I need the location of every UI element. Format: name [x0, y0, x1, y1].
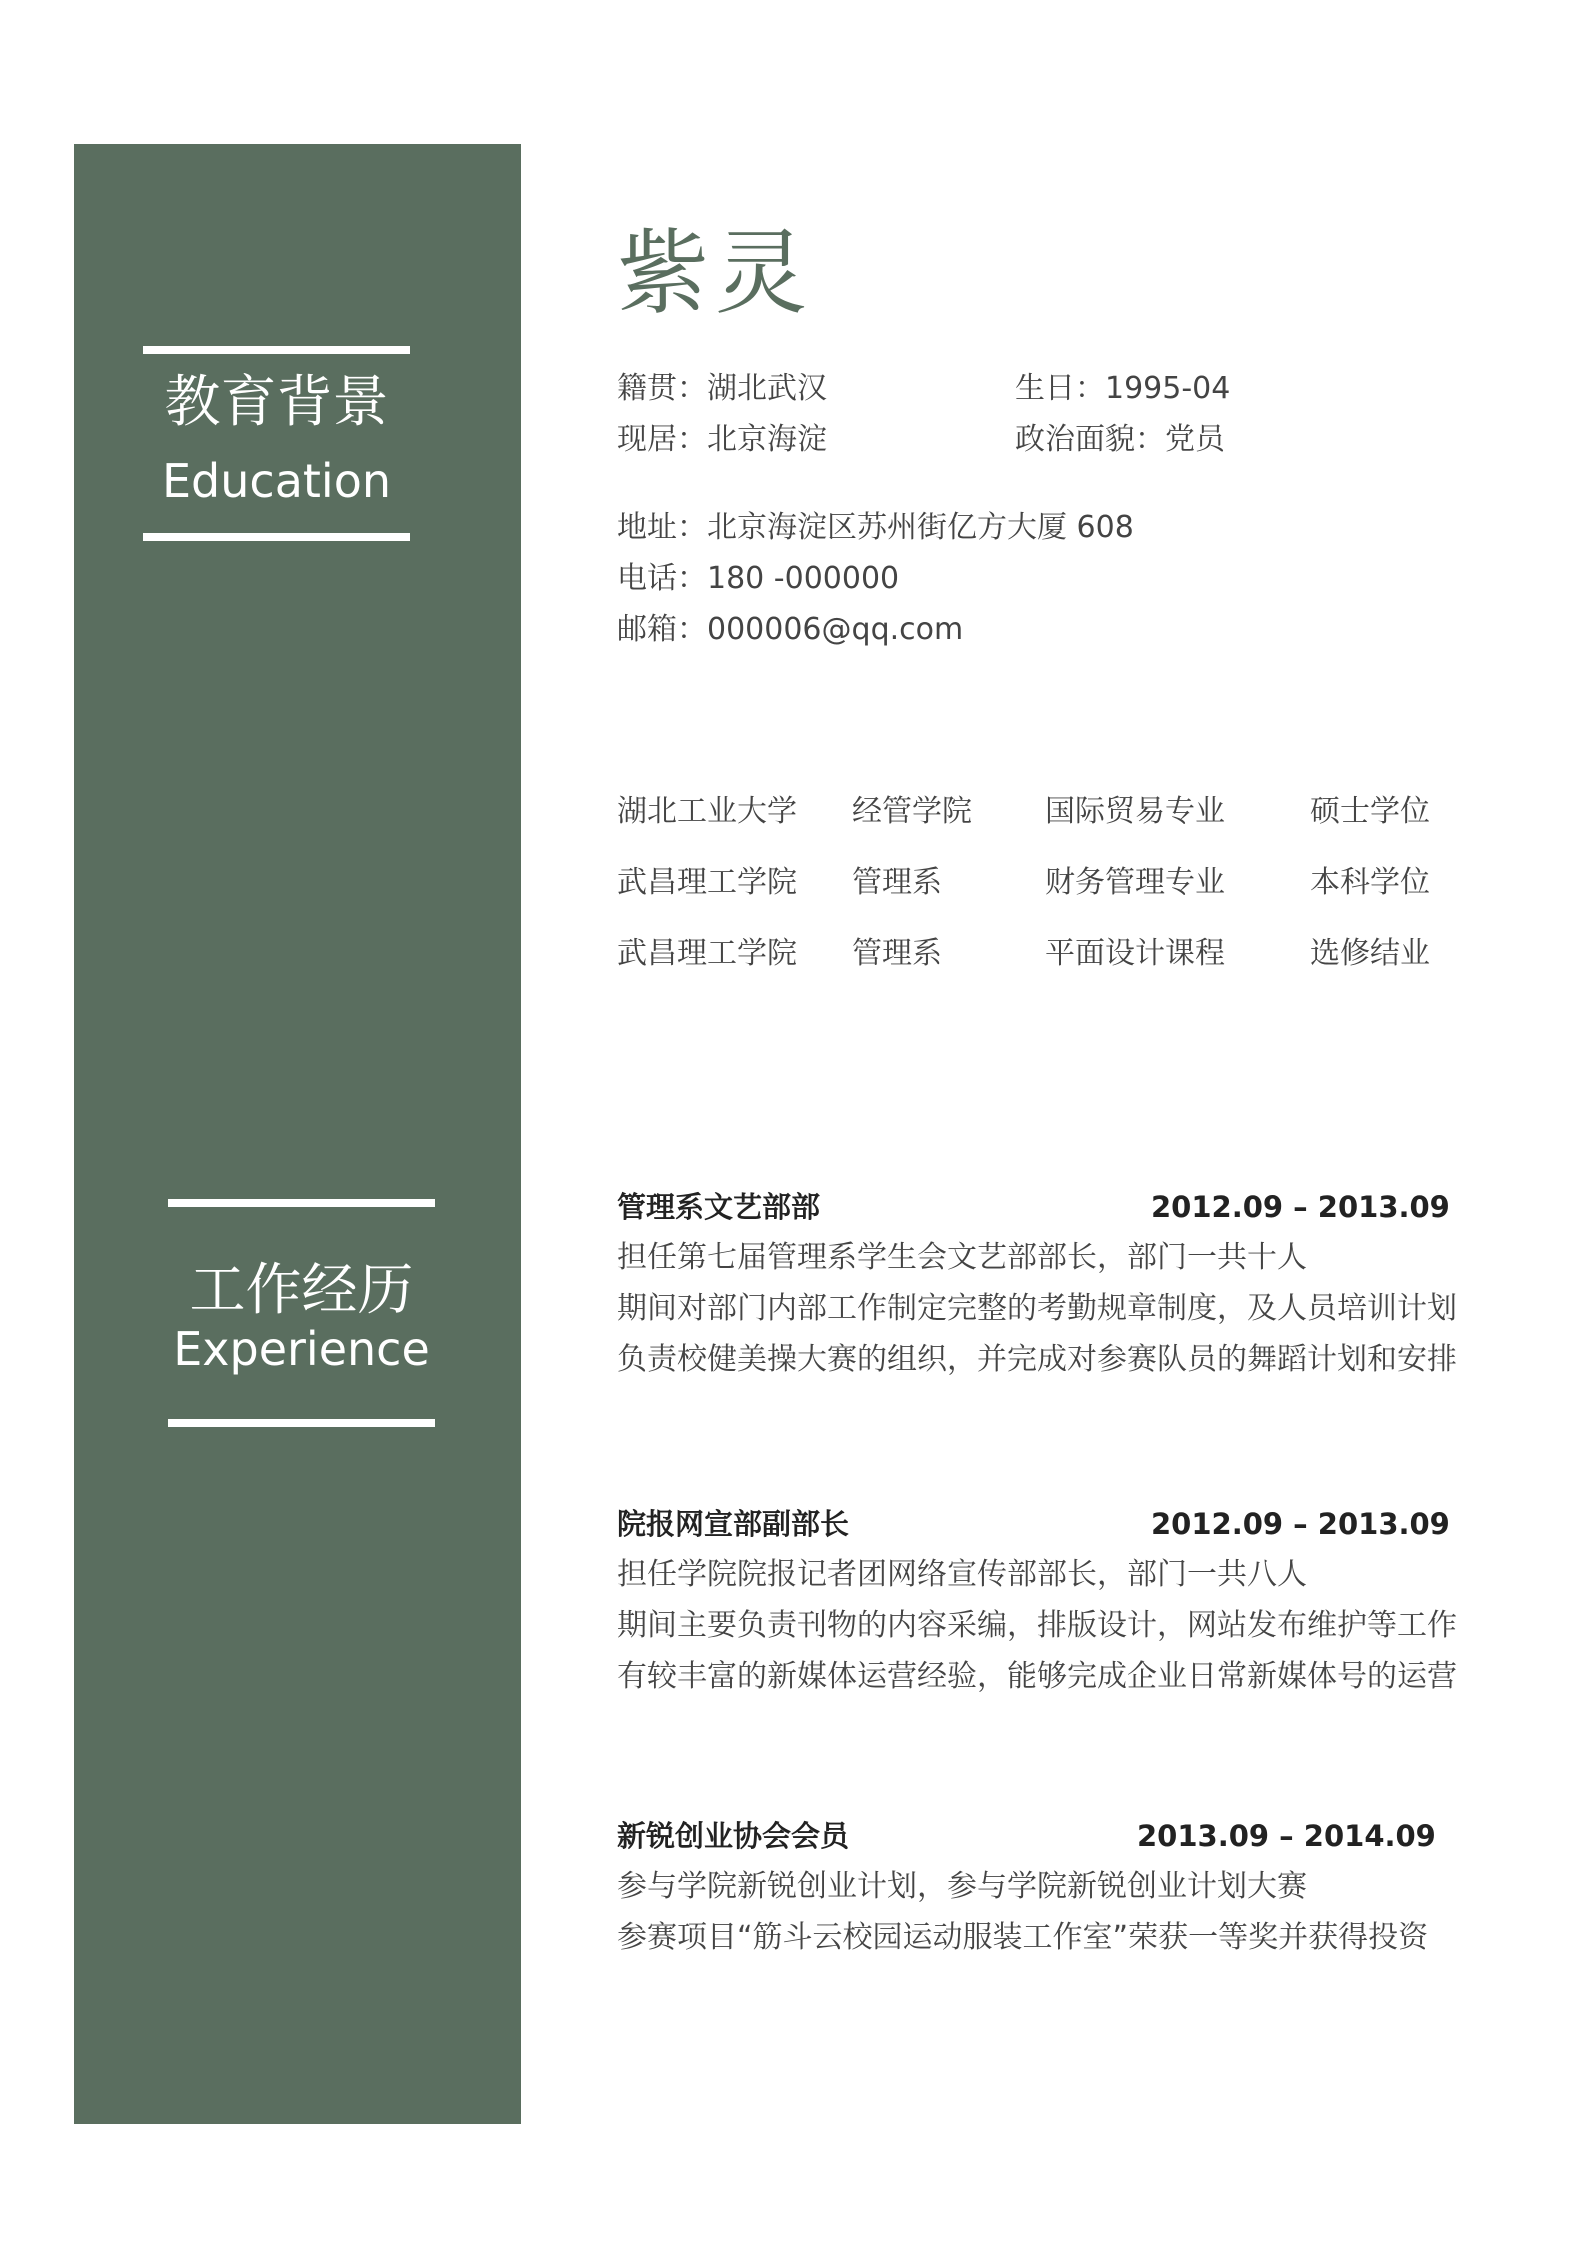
job-title: 院报网宣部副部长 — [617, 1507, 850, 1541]
political-status-field: 政治面貌：党员 — [1015, 422, 1225, 457]
education-top-rule — [143, 346, 410, 354]
experience-bottom-rule — [168, 1419, 435, 1427]
education-school: 湖北工业大学 — [617, 794, 797, 829]
address-field: 地址：北京海淀区苏州街亿方大厦 608 — [617, 510, 1134, 545]
residence-field: 现居：北京海淀 — [617, 422, 827, 457]
education-major: 财务管理专业 — [1045, 865, 1225, 900]
job-title: 新锐创业协会会员 — [617, 1819, 850, 1853]
job-date: 2012.09 – 2013.09 — [1151, 1190, 1450, 1224]
job-date: 2013.09 – 2014.09 — [1137, 1819, 1436, 1853]
phone-field: 电话：180 -000000 — [617, 561, 900, 596]
sidebar-panel — [74, 144, 521, 2124]
job-description-line: 期间对部门内部工作制定完整的考勤规章制度，及人员培训计划 — [617, 1291, 1457, 1326]
education-degree: 本科学位 — [1310, 865, 1430, 900]
birthday-field: 生日：1995-04 — [1015, 371, 1231, 406]
education-department: 经管学院 — [852, 794, 972, 829]
experience-top-rule — [168, 1199, 435, 1207]
experience-heading-cn: 工作经历 — [189, 1258, 414, 1323]
job-description-line: 负责校健美操大赛的组织，并完成对参赛队员的舞蹈计划和安排 — [617, 1342, 1457, 1377]
education-major: 平面设计课程 — [1045, 936, 1225, 971]
job-description-line: 有较丰富的新媒体运营经验，能够完成企业日常新媒体号的运营 — [617, 1659, 1457, 1694]
education-degree: 选修结业 — [1310, 936, 1430, 971]
email-field: 邮箱：000006@qq.com — [617, 612, 964, 647]
hometown-field: 籍贯：湖北武汉 — [617, 371, 827, 406]
job-description-line: 担任学院院报记者团网络宣传部部长，部门一共八人 — [617, 1557, 1307, 1592]
education-major: 国际贸易专业 — [1045, 794, 1225, 829]
job-description-line: 参与学院新锐创业计划，参与学院新锐创业计划大赛 — [617, 1869, 1307, 1904]
education-school: 武昌理工学院 — [617, 936, 797, 971]
job-description-line: 参赛项目“筋斗云校园运动服装工作室”荣获一等奖并获得投资 — [617, 1920, 1429, 1955]
education-department: 管理系 — [852, 936, 942, 971]
education-department: 管理系 — [852, 865, 942, 900]
education-heading-cn: 教育背景 — [164, 370, 389, 435]
job-description-line: 期间主要负责刊物的内容采编，排版设计，网站发布维护等工作 — [617, 1608, 1457, 1643]
job-date: 2012.09 – 2013.09 — [1151, 1507, 1450, 1541]
experience-heading-en: Experience — [173, 1322, 430, 1376]
education-degree: 硕士学位 — [1310, 794, 1430, 829]
job-title: 管理系文艺部部 — [617, 1190, 821, 1224]
education-heading-en: Education — [161, 454, 391, 508]
job-description-line: 担任第七届管理系学生会文艺部部长，部门一共十人 — [617, 1240, 1307, 1275]
education-school: 武昌理工学院 — [617, 865, 797, 900]
education-bottom-rule — [143, 533, 410, 541]
candidate-name: 紫灵 — [617, 220, 814, 327]
